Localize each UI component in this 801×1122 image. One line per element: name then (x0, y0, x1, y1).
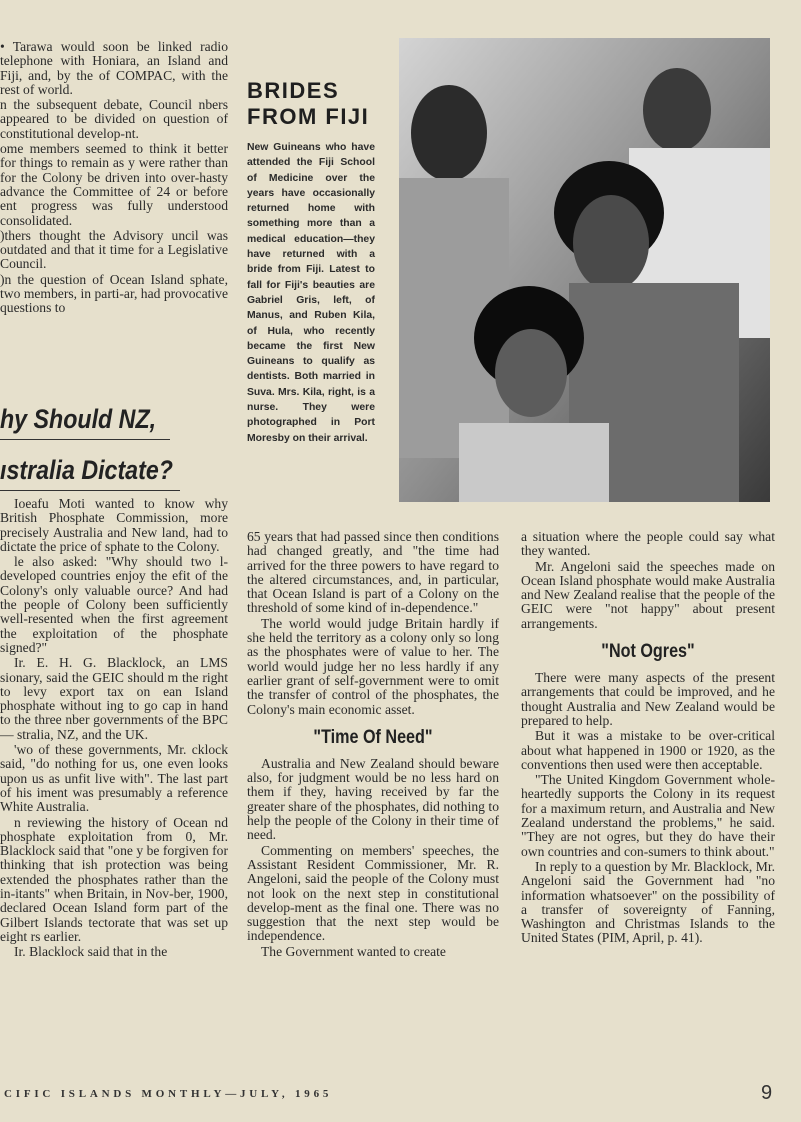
paragraph: Ioeafu Moti wanted to know why British Phosphate Commission, more precisely Australia and New land, had to dictate the price of sphate to the Colony. (0, 496, 228, 554)
heading-text: hy Should NZ, (0, 404, 157, 434)
heading-text: ıstralia Dictate? (0, 455, 173, 485)
section-heading-nz (0, 404, 170, 440)
photo-illustration (399, 38, 770, 502)
paragraph: 'wo of these governments, Mr. cklock said, "do nothing for us, one even looks upon us as unfit live with". The last part of his iment was presumably a reference White Australia. (0, 742, 228, 815)
paragraph: But it was a mistake to be over-critical about what happened in 1900 or 1920, as the conventions then used were then acceptable. (521, 728, 775, 772)
paragraph: le also asked: "Why should two l-developed countries enjoy the efit of the Colony's only valuable ource? And had the people of Colony been sufficiently well-resented when the first agreement the exploitation of the phosphate signed?" (0, 554, 228, 655)
paragraph: Mr. Angeloni said the speeches made on Ocean Island phosphate would make Australia and New Zealand realise that the people of the GEIC were "not happy" about present arrangements. (521, 558, 775, 631)
paragraph: n reviewing the history of Ocean nd phosphate exploitation from 0, Mr. Blacklock said that "one y be forgiven for thinking that ish protection was being extended the phosphates rather than the in-itants" when Britain, in Nov-ber, 1900, declared Ocean Island form part of the Gilbert Islands tectorate that was set up eight rs earlier. (0, 814, 228, 944)
paragraph: The Government wanted to create (261, 943, 446, 959)
page-number: 9 (761, 1082, 773, 1104)
paragraph: "The United Kingdom Government whole-heartedly supports the Colony in its request for a maximum return, and Australia and New Zealand understand the problems," he said. "They are not ogres, but they do have their own countries and con-sumers to think about." (521, 772, 775, 859)
feature-title (247, 78, 392, 130)
couples-photo (399, 38, 770, 502)
article-column-2 (247, 530, 499, 960)
paragraph: 65 years that had passed since then conditions had changed greatly, and "the time had arrived for the three powers to have regard to the altered circumstances, and, in particular, that Ocean Island is part of a Colony on the threshold of some kind of in-dependence." (247, 529, 499, 616)
paragraph: Commenting on members' speeches, the Assistant Resident Commissioner, Mr. R. Angeloni, said the people of the Colony must not look on the next step in constitutional develop-ment as the final one. There was no suggestion that the next step would be independence. (247, 842, 499, 944)
section-heading-australia (0, 455, 180, 491)
article-column-1 (0, 40, 228, 317)
paragraph: Australia and New Zealand should beware also, for judgment would be no less hard on them if they, having received by far the greater share of the phosphates, did nothing to help the people of the Colony in their time of need. (247, 755, 499, 843)
article-column-1-continued (0, 497, 228, 961)
subheading-time-of-need: "Time Of Need" (313, 726, 433, 748)
paragraph: Ir. Blacklock said that in the (14, 944, 168, 960)
publication-name: CIFIC ISLANDS MONTHLY—JULY, 1965 (4, 1088, 333, 1100)
subheading-not-ogres: "Not Ogres" (601, 641, 695, 663)
paragraph: There were many aspects of the present arrangements that could be improved, and he thought Australia and New Zealand would be prepared to help. (521, 670, 775, 728)
paragraph: ome members seemed to think it better for things to remain as y were rather than for the Colony be driven into over-hasty advance the Committee of 24 or before ent progress was fully understood consolidated. (0, 141, 228, 228)
paragraph: • Tarawa would soon be linked radio telephone with Honiara, an Island and Fiji, and, by the of COMPAC, with the rest of world. (0, 39, 228, 97)
page-footer (0, 1080, 801, 1110)
paragraph: n the subsequent debate, Council nbers appeared to be divided on question of constitutional develop-nt. (0, 97, 228, 141)
paragraph: Ir. E. H. G. Blacklock, an LMS sionary, said the GEIC should m the right to levy export tax on ean Island phosphate without ing to go cap in hand to the three nber governments of the BPC— stralia, NZ, and the UK. (0, 655, 228, 742)
paragraph: )thers thought the Advisory uncil was outdated and that it time for a Legislative Council. (0, 227, 228, 272)
article-column-3 (521, 530, 775, 947)
paragraph: The world would judge Britain hardly if she held the territory as a colony only so long as the phosphates were of value to her. The world would judge her no less hardly if any earlier grant of self-government were to omit the transfer of control of the phosphates, the Colony's main economic asset. (247, 615, 499, 717)
paragraph: )n the question of Ocean Island sphate, two members, in parti-ar, had provocative questions to (0, 271, 228, 316)
feature-title-line-2: FROM FIJI (247, 104, 370, 129)
paragraph: a situation where the people could say what they wanted. (521, 529, 775, 559)
feature-caption: New Guineans who have attended the Fiji School of Medicine over the years have occasionally returned home with something more than a medical education—they have returned with a bride from Fiji. Latest to fall for Fiji's beauties are Gabriel Gris, left, of Manus, and Ruben Kila, of Hula, who recently became the first New Guineans to qualify as dentists. Both married in Suva. Mrs. Kila, right, is a nurse. They were photographed in Port Moresby on their arrival. (247, 142, 375, 444)
feature-title-line-1: BRIDES (247, 78, 340, 103)
paragraph: In reply to a question by Mr. Blacklock, Mr. Angeloni said the Government had "no information whatsoever" on the possibility of a transfer of sovereignty of Fanning, Washington and Christmas Islands to the United States (PIM, April, p. 41). (521, 858, 775, 946)
